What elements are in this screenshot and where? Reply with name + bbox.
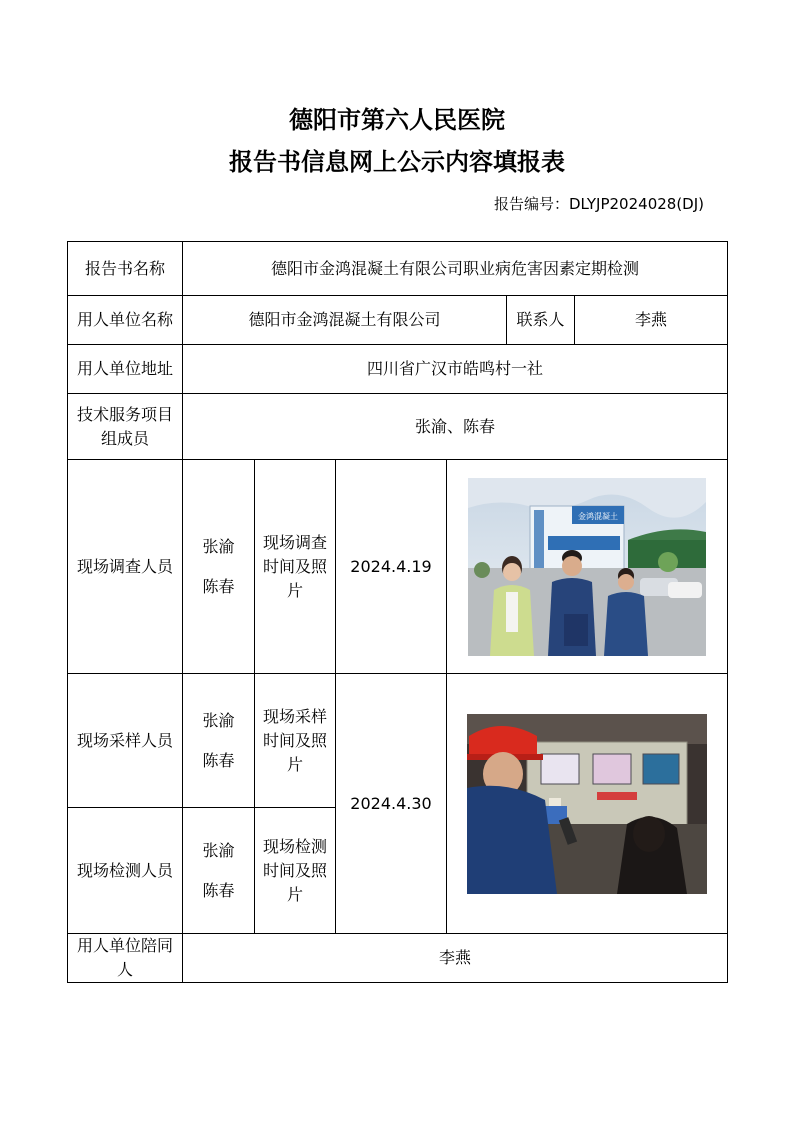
sampling-photo-cell	[447, 674, 728, 934]
escort-label: 用人单位陪同人	[68, 934, 183, 983]
report-number: 报告编号：DLYJP2024028(DJ)	[493, 195, 704, 213]
contact-value: 李燕	[575, 296, 728, 345]
survey-member-2: 陈春	[202, 576, 235, 596]
report-name-value: 德阳市金鸿混凝土有限公司职业病危害因素定期检测	[183, 242, 728, 296]
report-name-label: 报告书名称	[68, 242, 183, 296]
testing-members	[183, 808, 255, 934]
document-title: 德阳市第六人民医院	[289, 106, 505, 134]
survey-members	[183, 460, 255, 674]
sampling-time-label: 现场采样时间及照片	[255, 674, 336, 808]
survey-member-1: 张渝	[202, 536, 235, 556]
employer-name-label: 用人单位名称	[68, 296, 183, 345]
row-report-name	[68, 242, 728, 296]
sampling-label: 现场采样人员	[68, 674, 183, 808]
info-table	[67, 241, 728, 983]
survey-photo	[468, 478, 706, 656]
survey-photo-cell	[447, 460, 728, 674]
survey-label: 现场调查人员	[68, 460, 183, 674]
sampling-member-1: 张渝	[202, 710, 235, 730]
row-survey	[68, 460, 728, 674]
sampling-testing-date: 2024.4.30	[336, 674, 447, 934]
row-team	[68, 394, 728, 460]
team-label: 技术服务项目组成员	[68, 394, 183, 460]
employer-address-label: 用人单位地址	[68, 345, 183, 394]
document-subtitle: 报告书信息网上公示内容填报表	[229, 148, 565, 176]
row-escort	[68, 934, 728, 983]
survey-time-label: 现场调查时间及照片	[255, 460, 336, 674]
row-employer-name	[68, 296, 728, 345]
testing-member-2: 陈春	[202, 880, 235, 900]
sampling-member-2: 陈春	[202, 750, 235, 770]
sampling-photo	[467, 714, 707, 894]
survey-date: 2024.4.19	[336, 460, 447, 674]
testing-member-1: 张渝	[202, 840, 235, 860]
contact-label: 联系人	[507, 296, 575, 345]
testing-time-label: 现场检测时间及照片	[255, 808, 336, 934]
testing-label: 现场检测人员	[68, 808, 183, 934]
row-employer-address	[68, 345, 728, 394]
sampling-members	[183, 674, 255, 808]
employer-name-value: 德阳市金鸿混凝土有限公司	[183, 296, 507, 345]
employer-address-value: 四川省广汉市皓鸣村一社	[183, 345, 728, 394]
team-value: 张渝、陈春	[183, 394, 728, 460]
row-sampling	[68, 674, 728, 808]
escort-value: 李燕	[183, 934, 728, 983]
factory-sign-text: 金鸿混凝土	[578, 511, 619, 521]
